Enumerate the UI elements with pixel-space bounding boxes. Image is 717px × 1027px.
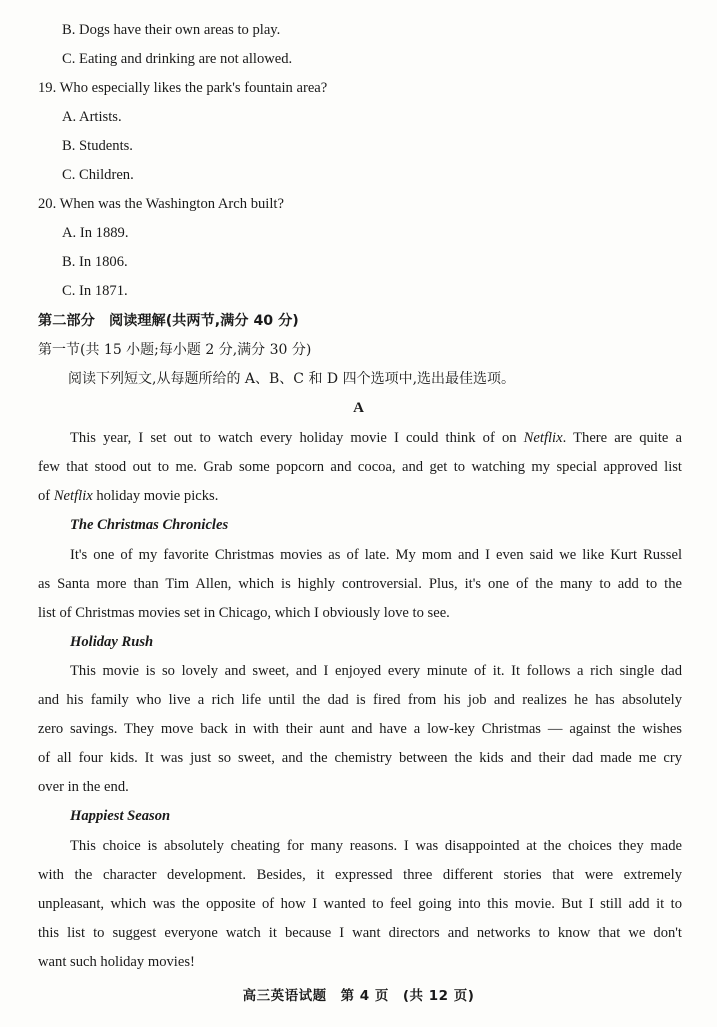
q20-option-c: C. In 1871. xyxy=(62,283,128,299)
p3-line-2: with the character development. Besides, it expressed three different stories that were extremely xyxy=(38,867,682,883)
part2-title: 第二部分 阅读理解(共两节,满分 40 分) xyxy=(38,313,299,329)
p2-line-5: over in the end. xyxy=(38,779,129,795)
passage-label: A xyxy=(353,400,364,416)
intro-line-1: This year, I set out to watch every holiday movie I could think of on Netflix. There are quite a xyxy=(70,430,682,446)
p3-line-5: want such holiday movies! xyxy=(38,954,195,970)
movie-heading-1: The Christmas Chronicles xyxy=(70,517,229,533)
q20-option-a: A. In 1889. xyxy=(62,225,129,241)
p2-line-1: This movie is so lovely and sweet, and I enjoyed every minute of it. It follows a rich single dad xyxy=(70,663,682,679)
p1-line-1: It's one of my favorite Christmas movies as of late. My mom and I even said we like Kurt Russel xyxy=(70,547,682,563)
intro-line-3: of Netflix holiday movie picks. xyxy=(38,488,219,504)
p3-line-4: this list to suggest everyone watch it because I want directors and networks to know that we don't xyxy=(38,925,682,941)
p3-line-1: This choice is absolutely cheating for many reasons. I was disappointed at the choices they made xyxy=(70,838,682,854)
q19-option-b: B. Students. xyxy=(62,138,133,154)
q20-question: 20. When was the Washington Arch built? xyxy=(38,196,284,212)
p1-line-3: list of Christmas movies set in Chicago, which I obviously love to see. xyxy=(38,605,450,621)
movie-heading-3: Happiest Season xyxy=(70,808,171,824)
q19-option-c: C. Children. xyxy=(62,167,134,183)
p2-line-2: and his family who live a rich life until the dad is fired from his job and realizes he has absolutely xyxy=(38,692,682,708)
p2-line-4: of all four kids. It was just so sweet, and the chemistry between the kids and their dad made me cry xyxy=(38,750,682,766)
p2-line-3: zero savings. They move back in with their aunt and have a low-key Christmas — against the wishes xyxy=(38,721,682,737)
q18-option-b: B. Dogs have their own areas to play. xyxy=(62,22,281,38)
q18-option-c: C. Eating and drinking are not allowed. xyxy=(62,51,293,67)
movie-heading-2: Holiday Rush xyxy=(70,634,154,650)
section1-title: 第一节(共 15 小题;每小题 2 分,满分 30 分) xyxy=(38,342,312,358)
intro-line-2: few that stood out to me. Grab some popcorn and cocoa, and get to watching my special approved list xyxy=(38,459,682,475)
instruction: 阅读下列短文,从每题所给的 A、B、C 和 D 四个选项中,选出最佳选项。 xyxy=(68,371,516,387)
q19-option-a: A. Artists. xyxy=(62,109,122,125)
p1-line-2: as Santa more than Tim Allen, which is highly controversial. Plus, it's one of the many to add to the xyxy=(38,576,682,592)
q19-question: 19. Who especially likes the park's fountain area? xyxy=(38,80,328,96)
page-footer: 高三英语试题 第 4 页 (共 12 页) xyxy=(242,988,475,1004)
q20-option-b: B. In 1806. xyxy=(62,254,128,270)
p3-line-3: unpleasant, which was the opposite of how I wanted to feel going into this movie. But I still add it to xyxy=(38,896,682,912)
